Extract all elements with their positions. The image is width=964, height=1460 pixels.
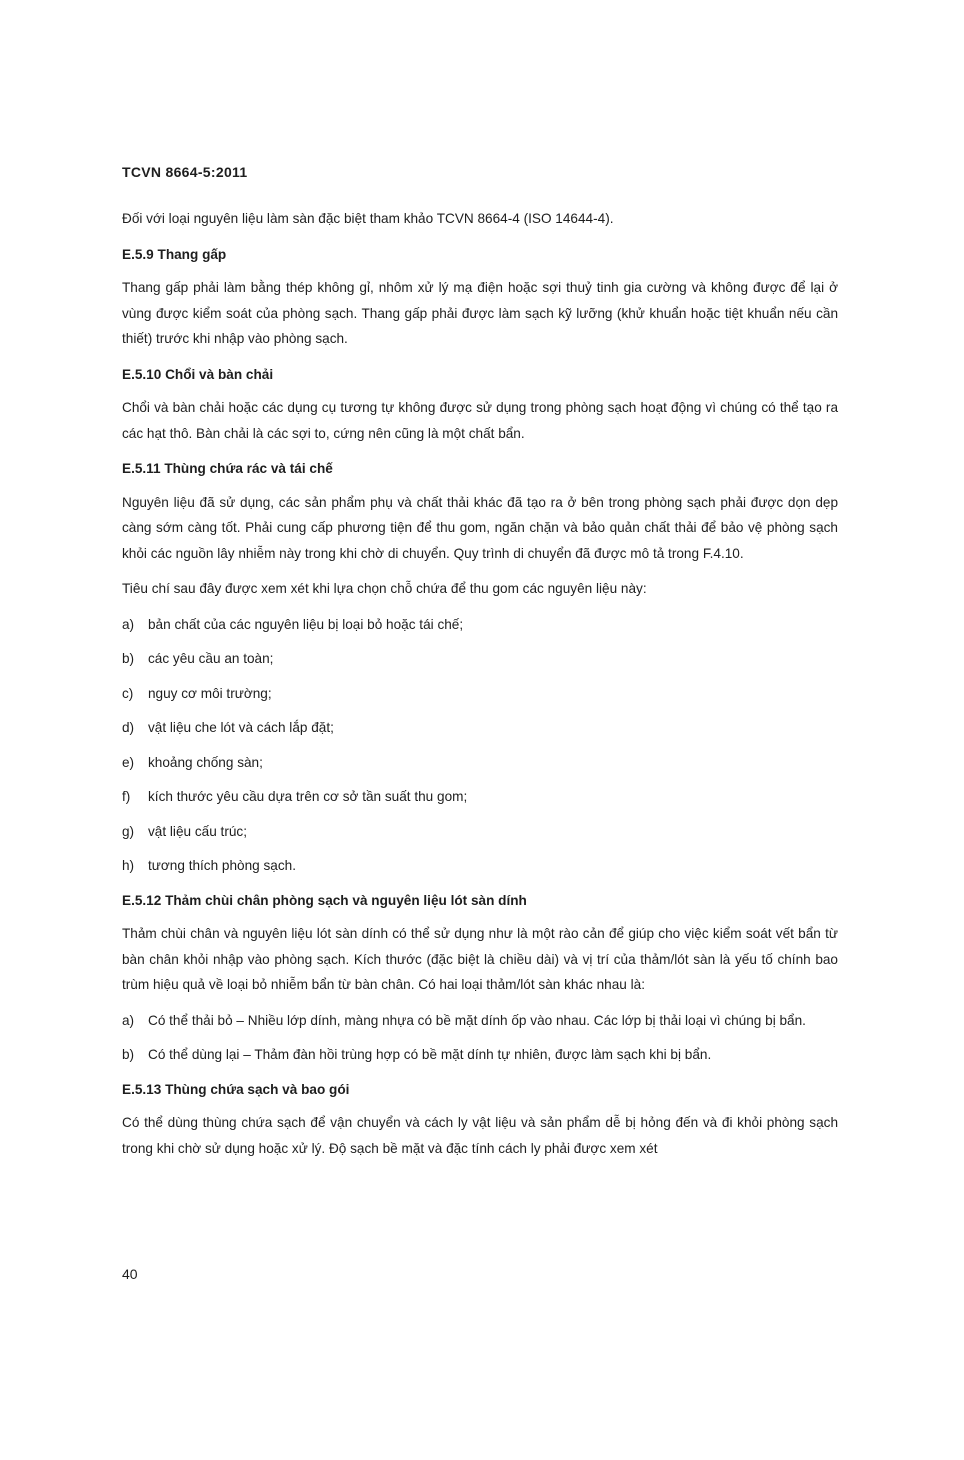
list-item [122, 715, 838, 741]
list-item [122, 1042, 838, 1068]
list-item [122, 819, 838, 845]
list-item [122, 646, 838, 672]
list-marker: f) [122, 789, 131, 804]
list-item-text: Có thể dùng lại – Thảm đàn hồi trùng hợp có bề mặt dính tự nhiên, được làm sạch khi bị bẩn. [148, 1047, 712, 1062]
list-item-text: bản chất của các nguyên liệu bị loại bỏ hoặc tái chế; [148, 616, 464, 632]
criteria-list [122, 612, 838, 879]
section-paragraph-e510: Chổi và bàn chải hoặc các dụng cụ tương tự không được sử dụng trong phòng sạch hoạt động vì chúng có thể tạo ra các hạt thô. Bàn chải là các sợi to, cứng nên cũng là một chất bẩn. [122, 400, 838, 441]
section-paragraph-e59: Thang gấp phải làm bằng thép không gỉ, nhôm xử lý mạ điện hoặc sợi thuỷ tinh gia cường và không được để lại ở vùng được kiểm soát của phòng sạch. Thang gấp phải được làm sạch kỹ lưỡng (khử khuẩn hoặc tiệt khuẩn nếu cần thiết) trước khi nhập vào phòng sạch. [122, 280, 838, 346]
list-marker: d) [122, 720, 135, 735]
section-paragraph-e513: Có thể dùng thùng chứa sạch để vận chuyển và cách ly vật liệu và sản phẩm dễ bị hỏng đến và đi khỏi phòng sạch trong khi chờ sử dụng hoặc xử lý. Độ sạch bề mặt và đặc tính cách ly phải được xem xét [122, 1115, 838, 1156]
list-item-text: tương thích phòng sạch. [148, 858, 297, 873]
mat-types-list [122, 1008, 838, 1068]
list-marker: g) [122, 823, 135, 839]
list-item-text: Có thể thải bỏ – Nhiều lớp dính, màng nhựa có bề mặt dính ốp vào nhau. Các lớp bị thải loại vì chúng bị bẩn. [148, 1012, 806, 1028]
section-heading-e59: E.5.9 Thang gấp [122, 246, 227, 262]
list-item-text: khoảng chống sàn; [148, 754, 263, 770]
list-item-text: vật liệu che lót và cách lắp đặt; [148, 720, 334, 735]
list-marker: b) [122, 1047, 135, 1062]
document-body [122, 206, 838, 1171]
list-item [122, 784, 838, 810]
section-heading-e511: E.5.11 Thùng chứa rác và tái chế [122, 461, 333, 476]
list-marker: a) [122, 1012, 135, 1028]
section-paragraph-e511-1: Nguyên liệu đã sử dụng, các sản phẩm phụ và chất thải khác đã tạo ra ở bên trong phòng sạch phải được dọn dẹp càng sớm càng tốt. Phải cung cấp phương tiện để thu gom, ngăn chặn và bảo quản chất thải để bảo vệ phòng sạch khỏi các nguồn lây nhiễm này trong khi chờ di chuyển. Quy trình di chuyển đã được mô tả trong F.4.10. [122, 494, 838, 561]
standard-code-header: TCVN 8664-5:2011 [122, 164, 248, 180]
section-heading-e513: E.5.13 Thùng chứa sạch và bao gói [122, 1081, 350, 1097]
list-marker: e) [122, 754, 135, 770]
list-marker: c) [122, 685, 134, 701]
list-marker: h) [122, 858, 135, 873]
list-item [122, 750, 838, 776]
list-item-text: nguy cơ môi trường; [148, 685, 272, 701]
list-item [122, 612, 838, 638]
list-item-text: vật liệu cấu trúc; [148, 823, 247, 839]
list-item [122, 853, 838, 879]
page-number: 40 [122, 1266, 138, 1282]
list-marker: b) [122, 651, 135, 666]
list-item-text: các yêu cầu an toàn; [148, 651, 274, 666]
list-item [122, 681, 838, 707]
section-heading-e510: E.5.10 Chổi và bàn chải [122, 366, 274, 382]
section-heading-e512: E.5.12 Thảm chùi chân phòng sạch và nguyên liệu lót sàn dính [122, 892, 527, 908]
intro-paragraph: Đối với loại nguyên liệu làm sàn đặc biệt tham khảo TCVN 8664-4 (ISO 14644-4). [122, 211, 614, 226]
list-marker: a) [122, 616, 135, 632]
list-item-text: kích thước yêu cầu dựa trên cơ sở tần suất thu gom; [148, 789, 468, 804]
list-item [122, 1008, 838, 1034]
section-paragraph-e511-2: Tiêu chí sau đây được xem xét khi lựa chọn chỗ chứa để thu gom các nguyên liệu này: [122, 581, 647, 596]
section-paragraph-e512: Thảm chùi chân và nguyên liệu lót sàn dính có thể sử dụng như là một rào cản để giúp cho việc kiểm soát vết bẩn từ bàn chân khỏi nhập vào phòng sạch. Kích thước (đặc biệt là chiều dài) và vị trí của thảm/lót sàn là yếu tố chính bao trùm hiệu quả về loại bỏ nhiễm bẩn từ bàn chân. Có hai loại thảm/lót sàn khác nhau là: [122, 926, 838, 992]
